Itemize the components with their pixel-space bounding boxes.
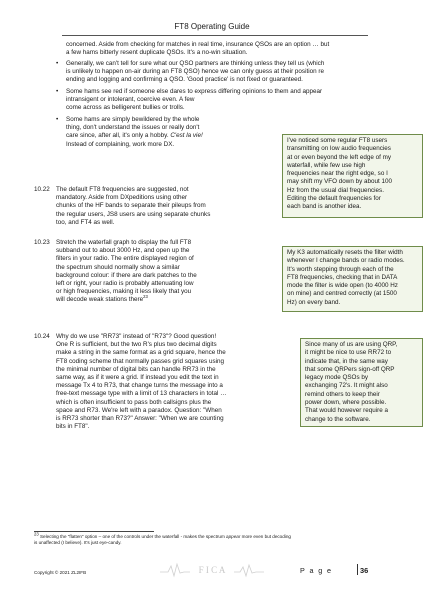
- copyright-notice: Copyright © 2021 ZL2IFB: [34, 570, 87, 575]
- text-line: subband out to about 3000 Hz, and open up the: [56, 247, 190, 255]
- footnote-text: more even but decoding: [240, 534, 291, 539]
- bullet-item: [66, 116, 276, 149]
- intro-paragraph: [66, 41, 394, 57]
- footnote-rule: [34, 531, 154, 532]
- section-number: 10.22: [34, 186, 50, 193]
- tip-line: Hz from the usual dial frequencies.: [287, 186, 384, 194]
- text-line: Instead of complaining, work more DX.: [66, 140, 175, 148]
- section-10-22: [56, 186, 276, 227]
- tip-line: It's worth stepping through each of the: [287, 265, 394, 273]
- text-line: the minimal number of digital bits can handle RR73 in the: [56, 365, 216, 373]
- text-line: mandatory. Aside from DXpeditions using other: [56, 194, 188, 202]
- text-line: [66, 132, 276, 140]
- footnote-italic: appear: [226, 534, 241, 539]
- text-line: Some hams are simply bewildered by the whole: [66, 116, 200, 123]
- section-10-23: [56, 239, 276, 305]
- tip-line: it might be nice to use RR72 to: [305, 349, 392, 357]
- text-line: come across as belligerent bullies or trolls.: [66, 104, 185, 112]
- footnote: [34, 531, 396, 546]
- bullet-item: [66, 88, 394, 113]
- text-line: One R is sufficient, but the two R's plus two decimal digits: [56, 341, 217, 349]
- text-line: same way, as if it were a grid. If instead you edit the text in: [56, 374, 219, 382]
- text-line: is RR73 shorter than R73?" Answer: "When we are counting: [56, 415, 224, 423]
- tip-line: frequencies near the right edge, so I: [287, 170, 388, 178]
- text-line: message Tx 4 to R73, that change turns the message into a: [56, 382, 223, 390]
- text-line: the spectrum should normally show a similar: [56, 263, 180, 271]
- text-line: the regular users, JS8 users are using separate chunks: [56, 210, 211, 218]
- text-line: space and R73. We're left with a paradox. Question: "When: [56, 406, 222, 414]
- text-line: or high frequencies, making it less likely that you: [56, 288, 192, 296]
- footnote-number: 23: [34, 531, 39, 537]
- tip-line: change to the software.: [305, 415, 371, 423]
- tip-box-rr72: [300, 338, 423, 427]
- tip-line: That would however require a: [305, 407, 388, 415]
- logo-text: F I C A: [198, 565, 226, 575]
- text-line: Stretch the waterfall graph to display the full FT8: [56, 239, 192, 246]
- text-line: concerned. Aside from checking for matches in real time, insurance QSOs are an option … but: [66, 41, 330, 48]
- text-line: free-text message type with a limit of 13 characters in total …: [56, 390, 227, 398]
- tip-line: I've noticed some regular FT8 users: [287, 137, 388, 144]
- text-line: thing, don't understand the issues or really don't: [66, 124, 200, 132]
- text-line: is unlikely to happen on-air during an FT8 QSO) hence we can only guess at their position re: [66, 68, 324, 76]
- tip-box-frequencies: [282, 134, 423, 218]
- tip-line: transmitting on low audio frequencies: [287, 145, 391, 153]
- page-label: P a g e: [300, 566, 333, 575]
- text-line: background colour: if there are dark patches to the: [56, 271, 197, 279]
- section-number: 10.24: [34, 333, 50, 340]
- tip-line: legacy mode QSOs by: [305, 374, 368, 382]
- text-line: intransigent or intolerant, coercive even. A few: [66, 96, 195, 104]
- header-rule: [62, 35, 368, 36]
- tip-line: at or even beyond the left edge of my: [287, 153, 391, 161]
- text-line: left or right, your radio is probably attenuating low: [56, 280, 194, 288]
- italic-phrase: C'est la vie!: [170, 132, 203, 140]
- tip-box-k3-filter: [282, 246, 423, 312]
- tip-line: mode the filter is wide open (to 4000 Hz: [287, 282, 398, 290]
- footnote-ref[interactable]: 23: [143, 294, 148, 300]
- tip-line: each band is another idea.: [287, 203, 362, 211]
- waveform-logo-icon: [160, 558, 264, 580]
- footnote-text: Selecting the "flatten" option – one of the controls under the waterfall - makes the spectrum: [38, 534, 227, 539]
- text-line: FT8 coding scheme that normally passes grid squares using: [56, 357, 224, 365]
- tip-line: Hz) on every band.: [287, 298, 341, 306]
- tip-line: exchanging 72's. It might also: [305, 382, 388, 390]
- text-line: Generally, we can't tell for sure what our QSO partners are thinking unless they tell us (which: [66, 60, 325, 67]
- tip-line: My K3 automatically resets the filter width: [287, 249, 403, 256]
- tip-line: power down, where possible.: [305, 399, 387, 407]
- bullet-marker: •: [56, 60, 59, 67]
- tip-line: Editing the default frequencies for: [287, 195, 381, 203]
- text-line: Why do we use "RR73" instead of "R73"? Good question!: [56, 333, 217, 340]
- running-header: FT8 Operating Guide: [174, 22, 250, 31]
- footnote-line: is unaffected (I believe). It's just eye-candy.: [34, 540, 122, 546]
- text-line: which is often insufficient to pass both callsigns plus the: [56, 398, 212, 406]
- page-number: 36: [360, 566, 369, 575]
- text-line: bits in FT8".: [56, 423, 90, 431]
- bullet-marker: •: [56, 116, 59, 123]
- text-fragment: will decode weak stations there: [56, 296, 144, 304]
- text-line: chunks of the HF bands to separate their pileups from: [56, 202, 206, 210]
- section-number: 10.23: [34, 239, 50, 246]
- text-line: ending and logging and confirming a QSO. 'Good practice' is not fixed or guaranteed.: [66, 76, 303, 84]
- text-line: too, and FT4 as well.: [56, 218, 115, 226]
- tip-line: whenever I change bands or radio modes.: [287, 257, 405, 265]
- text-line: a few hams bitterly resent duplicate QSOs. It's a no-win situation.: [66, 49, 248, 57]
- text-line: Some hams see red if someone else dares to express differing opinions to them and appear: [66, 88, 323, 95]
- tip-line: waterfall, while few use high: [287, 161, 366, 169]
- tip-line: indicate that, in the same way: [305, 357, 388, 365]
- page-divider: [357, 564, 358, 575]
- tip-line: remind others to keep their: [305, 390, 380, 398]
- text-line: [56, 296, 276, 304]
- tip-line: Since many of us are using QRP,: [305, 341, 398, 348]
- text-line: The default FT8 frequencies are suggested, not: [56, 186, 189, 193]
- tip-line: FT8 frequencies, checking that in DATA: [287, 273, 398, 281]
- tip-line: may shift my VFO down by about 100: [287, 178, 392, 186]
- tip-line: that some QRPers sign-off QRP: [305, 365, 395, 373]
- bullet-marker: •: [56, 88, 59, 95]
- bullet-item: [66, 60, 394, 85]
- tip-line: on mine) and centred correctly (at 1500: [287, 290, 397, 298]
- text-line: make a string in the same format as a grid square, hence the: [56, 349, 226, 357]
- text-fragment: care since, after all, it's only a hobby.: [66, 132, 171, 140]
- text-line: filters in your radio. The entire displayed region of: [56, 255, 194, 263]
- section-10-24: [56, 333, 294, 431]
